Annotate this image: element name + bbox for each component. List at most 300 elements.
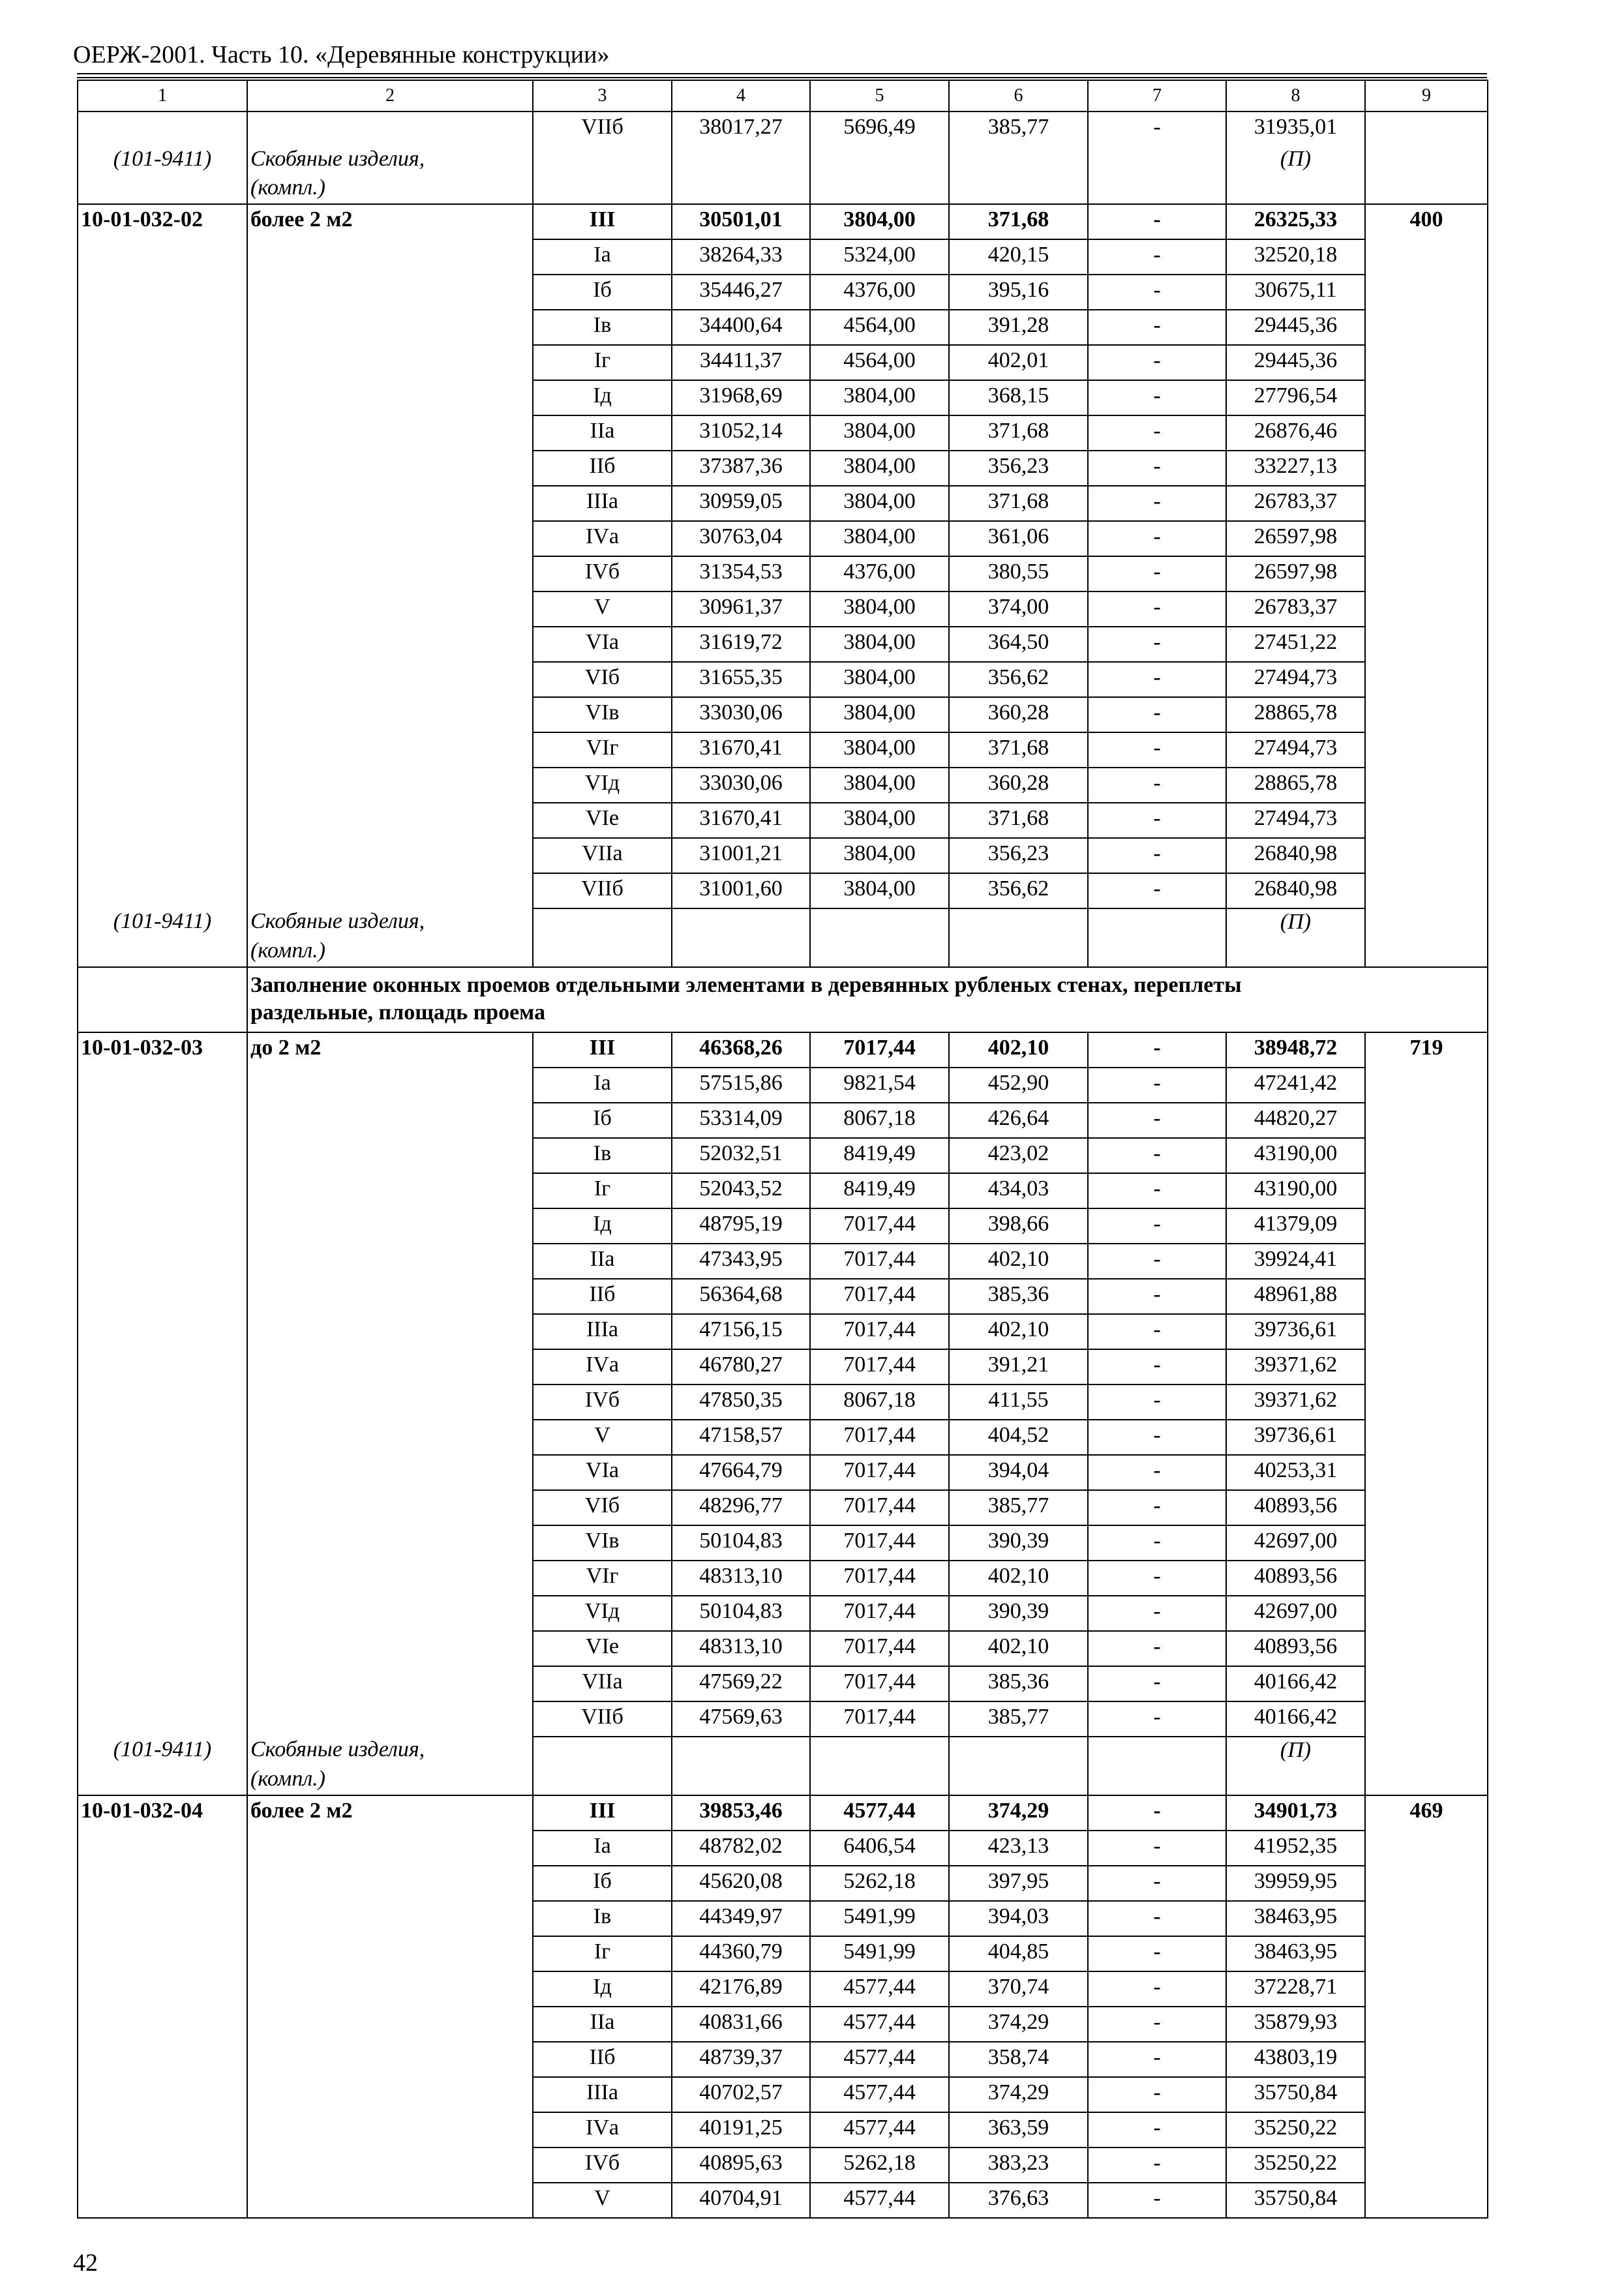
table-cell — [1365, 2183, 1488, 2218]
table-cell — [247, 768, 533, 803]
table-cell — [1365, 1701, 1488, 1737]
value-cell: 35750,84 — [1226, 2077, 1365, 2112]
value-cell: 423,02 — [949, 1138, 1088, 1173]
value-cell: 38948,72 — [1226, 1032, 1365, 1068]
table-cell — [247, 2077, 533, 2112]
table-cell — [810, 175, 949, 204]
value-cell: 7017,44 — [810, 1420, 949, 1455]
value-cell: - — [1088, 2147, 1226, 2183]
value-cell: 31935,01 — [1226, 112, 1365, 146]
value-cell: 383,23 — [949, 2147, 1088, 2183]
table-cell — [1365, 1666, 1488, 1701]
value-cell: 7017,44 — [810, 1525, 949, 1561]
value-cell: - — [1088, 310, 1226, 345]
value-cell: 46368,26 — [672, 1032, 810, 1068]
value-cell: 48739,37 — [672, 2042, 810, 2077]
column-header: 5 — [810, 80, 949, 112]
value-cell: 4564,00 — [810, 310, 949, 345]
value-cell: 39853,46 — [672, 1795, 810, 1831]
value-cell: 32520,18 — [1226, 239, 1365, 275]
table-cell — [78, 803, 247, 838]
value-cell: 48313,10 — [672, 1631, 810, 1666]
zone-cell: Iд — [533, 1208, 672, 1244]
value-cell: 3804,00 — [810, 803, 949, 838]
table-cell — [78, 1901, 247, 1936]
table-row — [78, 1901, 1488, 1936]
table-cell — [78, 310, 247, 345]
table-cell — [1365, 1490, 1488, 1525]
value-cell: 371,68 — [949, 486, 1088, 521]
zone-cell: IVб — [533, 2147, 672, 2183]
value-cell: 356,62 — [949, 662, 1088, 697]
material-name: Скобяные изделия, — [247, 1737, 533, 1766]
table-cell — [78, 380, 247, 415]
value-cell: - — [1088, 1936, 1226, 1971]
value-cell: - — [1088, 239, 1226, 275]
table-row — [78, 938, 1488, 967]
value-cell: 50104,83 — [672, 1596, 810, 1631]
value-cell: 31052,14 — [672, 415, 810, 451]
value-cell: 7017,44 — [810, 1244, 949, 1279]
table-cell — [1088, 938, 1226, 967]
value-cell: 37228,71 — [1226, 1971, 1365, 2007]
zone-cell: Iг — [533, 345, 672, 380]
value-cell: 34411,37 — [672, 345, 810, 380]
table-cell — [247, 556, 533, 591]
table-cell — [247, 1208, 533, 1244]
value-cell: 390,39 — [949, 1596, 1088, 1631]
value-cell: 40704,91 — [672, 2183, 810, 2218]
value-cell: - — [1088, 662, 1226, 697]
zone-cell: VIIб — [533, 1701, 672, 1737]
table-cell — [1365, 1455, 1488, 1490]
value-cell: 4577,44 — [810, 2077, 949, 2112]
material-code: (101-9411) — [78, 146, 247, 175]
table-cell — [1365, 1103, 1488, 1138]
table-cell — [1365, 112, 1488, 146]
value-cell: - — [1088, 873, 1226, 908]
value-cell: 39371,62 — [1226, 1349, 1365, 1384]
value-cell: 374,29 — [949, 2007, 1088, 2042]
table-cell — [672, 175, 810, 204]
table-cell — [533, 175, 672, 204]
rates-table — [77, 80, 1488, 2219]
value-cell: - — [1088, 1138, 1226, 1173]
zone-cell: IIа — [533, 2007, 672, 2042]
value-cell: 26783,37 — [1226, 591, 1365, 627]
table-row — [78, 2042, 1488, 2077]
value-cell: 26325,33 — [1226, 204, 1365, 239]
zone-cell: VIв — [533, 697, 672, 732]
value-cell: 48313,10 — [672, 1561, 810, 1596]
table-row — [78, 2183, 1488, 2218]
value-cell: 26840,98 — [1226, 838, 1365, 873]
value-cell: 370,74 — [949, 1971, 1088, 2007]
value-cell: 402,01 — [949, 345, 1088, 380]
value-cell: 4564,00 — [810, 345, 949, 380]
value-cell: 3804,00 — [810, 486, 949, 521]
table-cell — [1226, 1766, 1365, 1795]
column-header: 1 — [78, 80, 247, 112]
value-cell: 391,21 — [949, 1349, 1088, 1384]
table-cell — [1365, 2147, 1488, 2183]
zone-cell: III — [533, 1032, 672, 1068]
value-cell: 356,23 — [949, 838, 1088, 873]
table-cell — [1088, 1737, 1226, 1766]
table-row — [78, 1737, 1488, 1766]
value-cell: 363,59 — [949, 2112, 1088, 2147]
value-cell: - — [1088, 204, 1226, 239]
value-cell: - — [1088, 2077, 1226, 2112]
table-cell — [78, 1279, 247, 1314]
value-cell: 35750,84 — [1226, 2183, 1365, 2218]
value-cell: 57515,86 — [672, 1068, 810, 1103]
table-cell — [247, 1420, 533, 1455]
zone-cell: VIIб — [533, 112, 672, 146]
value-cell: 39371,62 — [1226, 1384, 1365, 1420]
column-header: 3 — [533, 80, 672, 112]
table-row — [78, 80, 1488, 112]
table-cell — [1226, 938, 1365, 967]
zone-cell: III — [533, 1795, 672, 1831]
table-row — [78, 146, 1488, 175]
zone-cell: VIIа — [533, 838, 672, 873]
value-cell: 5491,99 — [810, 1936, 949, 1971]
table-cell — [247, 415, 533, 451]
table-cell — [1365, 1866, 1488, 1901]
table-cell — [1365, 908, 1488, 938]
table-cell — [78, 1208, 247, 1244]
table-cell — [78, 345, 247, 380]
table-cell — [949, 1766, 1088, 1795]
value-cell: 38264,33 — [672, 239, 810, 275]
value-cell: - — [1088, 2112, 1226, 2147]
table-cell — [1365, 1737, 1488, 1766]
table-cell — [1365, 697, 1488, 732]
table-row — [78, 112, 1488, 146]
value-cell: 52032,51 — [672, 1138, 810, 1173]
zone-cell: Iа — [533, 239, 672, 275]
column-header: 4 — [672, 80, 810, 112]
header-rule — [77, 77, 1487, 78]
value-cell: 385,36 — [949, 1279, 1088, 1314]
table-cell — [78, 415, 247, 451]
value-cell: 3804,00 — [810, 380, 949, 415]
table-cell — [1365, 873, 1488, 908]
table-row — [78, 275, 1488, 310]
table-row — [78, 415, 1488, 451]
table-cell — [247, 838, 533, 873]
value-cell: 360,28 — [949, 697, 1088, 732]
zone-cell: IIб — [533, 451, 672, 486]
table-cell — [1365, 838, 1488, 873]
zone-cell: Iб — [533, 1866, 672, 1901]
zone-cell: Iб — [533, 1103, 672, 1138]
value-cell: - — [1088, 591, 1226, 627]
value-cell: 4577,44 — [810, 2042, 949, 2077]
value-cell: 27494,73 — [1226, 732, 1365, 768]
value-cell: 402,10 — [949, 1631, 1088, 1666]
value-cell: 44349,97 — [672, 1901, 810, 1936]
value-cell: 27494,73 — [1226, 662, 1365, 697]
value-cell: 395,16 — [949, 275, 1088, 310]
table-cell — [1365, 1208, 1488, 1244]
value-cell: 47343,95 — [672, 1244, 810, 1279]
value-cell: - — [1088, 627, 1226, 662]
zone-cell: IIIа — [533, 486, 672, 521]
section-title-line: раздельные, площадь проема — [250, 1000, 546, 1025]
value-cell: - — [1088, 1866, 1226, 1901]
value-cell: 26783,37 — [1226, 486, 1365, 521]
zone-cell: IIIа — [533, 2077, 672, 2112]
value-cell: 31619,72 — [672, 627, 810, 662]
table-cell — [1365, 1279, 1488, 1314]
value-cell: 374,00 — [949, 591, 1088, 627]
material-name: Скобяные изделия, — [247, 908, 533, 938]
value-cell: 4577,44 — [810, 1795, 949, 1831]
table-cell — [78, 239, 247, 275]
table-cell — [1365, 1068, 1488, 1103]
value-cell: 3804,00 — [810, 838, 949, 873]
zone-cell: VIе — [533, 1631, 672, 1666]
value-cell: 5324,00 — [810, 239, 949, 275]
value-cell: 3804,00 — [810, 627, 949, 662]
table-cell — [247, 1631, 533, 1666]
table-cell — [1365, 1349, 1488, 1384]
value-cell: 43803,19 — [1226, 2042, 1365, 2077]
table-cell — [1365, 1420, 1488, 1455]
table-cell — [1365, 310, 1488, 345]
table-cell — [247, 803, 533, 838]
zone-cell: VIб — [533, 662, 672, 697]
table-cell — [1365, 1314, 1488, 1349]
table-cell — [533, 938, 672, 967]
table-cell — [1365, 938, 1488, 967]
table-row — [78, 451, 1488, 486]
value-cell: 35250,22 — [1226, 2112, 1365, 2147]
zone-cell: VIа — [533, 1455, 672, 1490]
value-cell: 7017,44 — [810, 1666, 949, 1701]
material-code: (101-9411) — [78, 908, 247, 938]
table-row — [78, 627, 1488, 662]
zone-cell: VIв — [533, 1525, 672, 1561]
table-cell — [78, 1525, 247, 1561]
value-cell: 44360,79 — [672, 1936, 810, 1971]
zone-cell: V — [533, 1420, 672, 1455]
value-cell: 420,15 — [949, 239, 1088, 275]
value-cell: - — [1088, 1901, 1226, 1936]
table-cell — [247, 1525, 533, 1561]
value-cell: 30763,04 — [672, 521, 810, 556]
table-cell — [672, 908, 810, 938]
table-cell — [247, 380, 533, 415]
table-cell — [78, 697, 247, 732]
value-cell: 7017,44 — [810, 1596, 949, 1631]
value-cell: 31670,41 — [672, 803, 810, 838]
table-row — [78, 175, 1488, 204]
value-cell: 48782,02 — [672, 1831, 810, 1866]
section-title-line: Заполнение оконных проемов отдельными элементами в деревянных рубленых стенах, переплеты — [250, 973, 1242, 997]
table-cell — [78, 556, 247, 591]
table-cell — [247, 2042, 533, 2077]
table-cell — [1088, 1766, 1226, 1795]
value-cell: 371,68 — [949, 732, 1088, 768]
table-cell — [78, 627, 247, 662]
value-cell: 402,10 — [949, 1244, 1088, 1279]
table-cell — [247, 112, 533, 146]
header-rule — [77, 73, 1487, 74]
value-cell: - — [1088, 1068, 1226, 1103]
value-cell: 3804,00 — [810, 591, 949, 627]
value-cell: 47241,42 — [1226, 1068, 1365, 1103]
value-cell: - — [1088, 380, 1226, 415]
material-name: (компл.) — [247, 1766, 533, 1795]
table-row — [78, 1314, 1488, 1349]
rate-description: более 2 м2 — [247, 204, 533, 239]
value-cell: - — [1088, 2042, 1226, 2077]
table-cell — [1365, 1971, 1488, 2007]
table-row — [78, 662, 1488, 697]
value-cell: 371,68 — [949, 415, 1088, 451]
value-cell: 385,77 — [949, 1701, 1088, 1737]
value-cell: 44820,27 — [1226, 1103, 1365, 1138]
value-cell: 40166,42 — [1226, 1701, 1365, 1737]
value-cell: 7017,44 — [810, 1455, 949, 1490]
value-cell: 402,10 — [949, 1561, 1088, 1596]
value-cell: 26597,98 — [1226, 521, 1365, 556]
table-cell — [1365, 1831, 1488, 1866]
value-cell: 41379,09 — [1226, 1208, 1365, 1244]
value-cell: 38463,95 — [1226, 1901, 1365, 1936]
column-header: 9 — [1365, 80, 1488, 112]
table-cell — [810, 908, 949, 938]
value-cell: 404,52 — [949, 1420, 1088, 1455]
table-cell — [1365, 239, 1488, 275]
zone-cell: Iд — [533, 1971, 672, 2007]
value-cell: 40166,42 — [1226, 1666, 1365, 1701]
value-cell: - — [1088, 1420, 1226, 1455]
table-row — [78, 838, 1488, 873]
value-cell: 34901,73 — [1226, 1795, 1365, 1831]
table-cell — [78, 873, 247, 908]
table-row — [78, 1455, 1488, 1490]
value-cell: 29445,36 — [1226, 310, 1365, 345]
value-cell: 5696,49 — [810, 112, 949, 146]
table-cell — [1365, 627, 1488, 662]
table-cell — [949, 146, 1088, 175]
table-cell — [247, 1561, 533, 1596]
value-cell: - — [1088, 1666, 1226, 1701]
zone-cell: Iа — [533, 1068, 672, 1103]
table-cell — [533, 146, 672, 175]
table-cell — [1365, 1596, 1488, 1631]
table-cell — [247, 697, 533, 732]
value-cell: 3804,00 — [810, 697, 949, 732]
value-cell: - — [1088, 1701, 1226, 1737]
value-cell: 40893,56 — [1226, 1631, 1365, 1666]
zone-cell: VIа — [533, 627, 672, 662]
table-row — [78, 380, 1488, 415]
value-cell: 31001,60 — [672, 873, 810, 908]
value-cell: 30675,11 — [1226, 275, 1365, 310]
table-cell — [247, 591, 533, 627]
value-cell: 43190,00 — [1226, 1138, 1365, 1173]
value-cell: 3804,00 — [810, 415, 949, 451]
table-cell — [1365, 768, 1488, 803]
value-cell: 358,74 — [949, 2042, 1088, 2077]
table-cell — [247, 1244, 533, 1279]
material-note: (П) — [1226, 146, 1365, 175]
table-cell — [247, 2112, 533, 2147]
table-cell — [247, 1384, 533, 1420]
value-cell: 394,04 — [949, 1455, 1088, 1490]
value-cell: - — [1088, 275, 1226, 310]
value-cell: 29445,36 — [1226, 345, 1365, 380]
table-cell — [247, 275, 533, 310]
table-cell — [1365, 1138, 1488, 1173]
zone-cell: VIг — [533, 732, 672, 768]
table-cell — [247, 1596, 533, 1631]
column-header: 6 — [949, 80, 1088, 112]
table-cell — [672, 938, 810, 967]
table-cell — [247, 345, 533, 380]
zone-cell: Iв — [533, 1138, 672, 1173]
table-row — [78, 1866, 1488, 1901]
value-cell: - — [1088, 1490, 1226, 1525]
zone-cell: VIб — [533, 1490, 672, 1525]
table-row — [78, 1666, 1488, 1701]
table-cell — [247, 310, 533, 345]
table-row — [78, 2147, 1488, 2183]
table-cell — [1088, 908, 1226, 938]
table-cell — [78, 275, 247, 310]
table-row — [78, 1795, 1488, 1831]
table-row — [78, 873, 1488, 908]
table-row — [78, 1244, 1488, 1279]
value-cell: 38017,27 — [672, 112, 810, 146]
zone-cell: Iд — [533, 380, 672, 415]
value-cell: - — [1088, 1561, 1226, 1596]
value-cell: 31968,69 — [672, 380, 810, 415]
value-cell: 27494,73 — [1226, 803, 1365, 838]
value-cell: - — [1088, 1971, 1226, 2007]
value-cell: 47569,63 — [672, 1701, 810, 1737]
value-cell: 385,77 — [949, 1490, 1088, 1525]
table-cell — [78, 1068, 247, 1103]
section-title — [247, 967, 1488, 1032]
value-cell: - — [1088, 768, 1226, 803]
table-row — [78, 1525, 1488, 1561]
table-cell — [949, 175, 1088, 204]
table-cell — [78, 1455, 247, 1490]
column-header: 8 — [1226, 80, 1365, 112]
zone-cell: IIб — [533, 2042, 672, 2077]
table-cell — [78, 938, 247, 967]
value-cell: 26597,98 — [1226, 556, 1365, 591]
table-row — [78, 1971, 1488, 2007]
value-cell: - — [1088, 697, 1226, 732]
value-cell: 404,85 — [949, 1936, 1088, 1971]
table-cell — [247, 1068, 533, 1103]
value-cell: 45620,08 — [672, 1866, 810, 1901]
value-cell: 3804,00 — [810, 768, 949, 803]
table-row — [78, 1173, 1488, 1208]
value-cell: - — [1088, 1244, 1226, 1279]
value-cell: - — [1088, 1455, 1226, 1490]
value-cell: - — [1088, 1032, 1226, 1068]
zone-cell: IIа — [533, 415, 672, 451]
table-cell — [1365, 175, 1488, 204]
